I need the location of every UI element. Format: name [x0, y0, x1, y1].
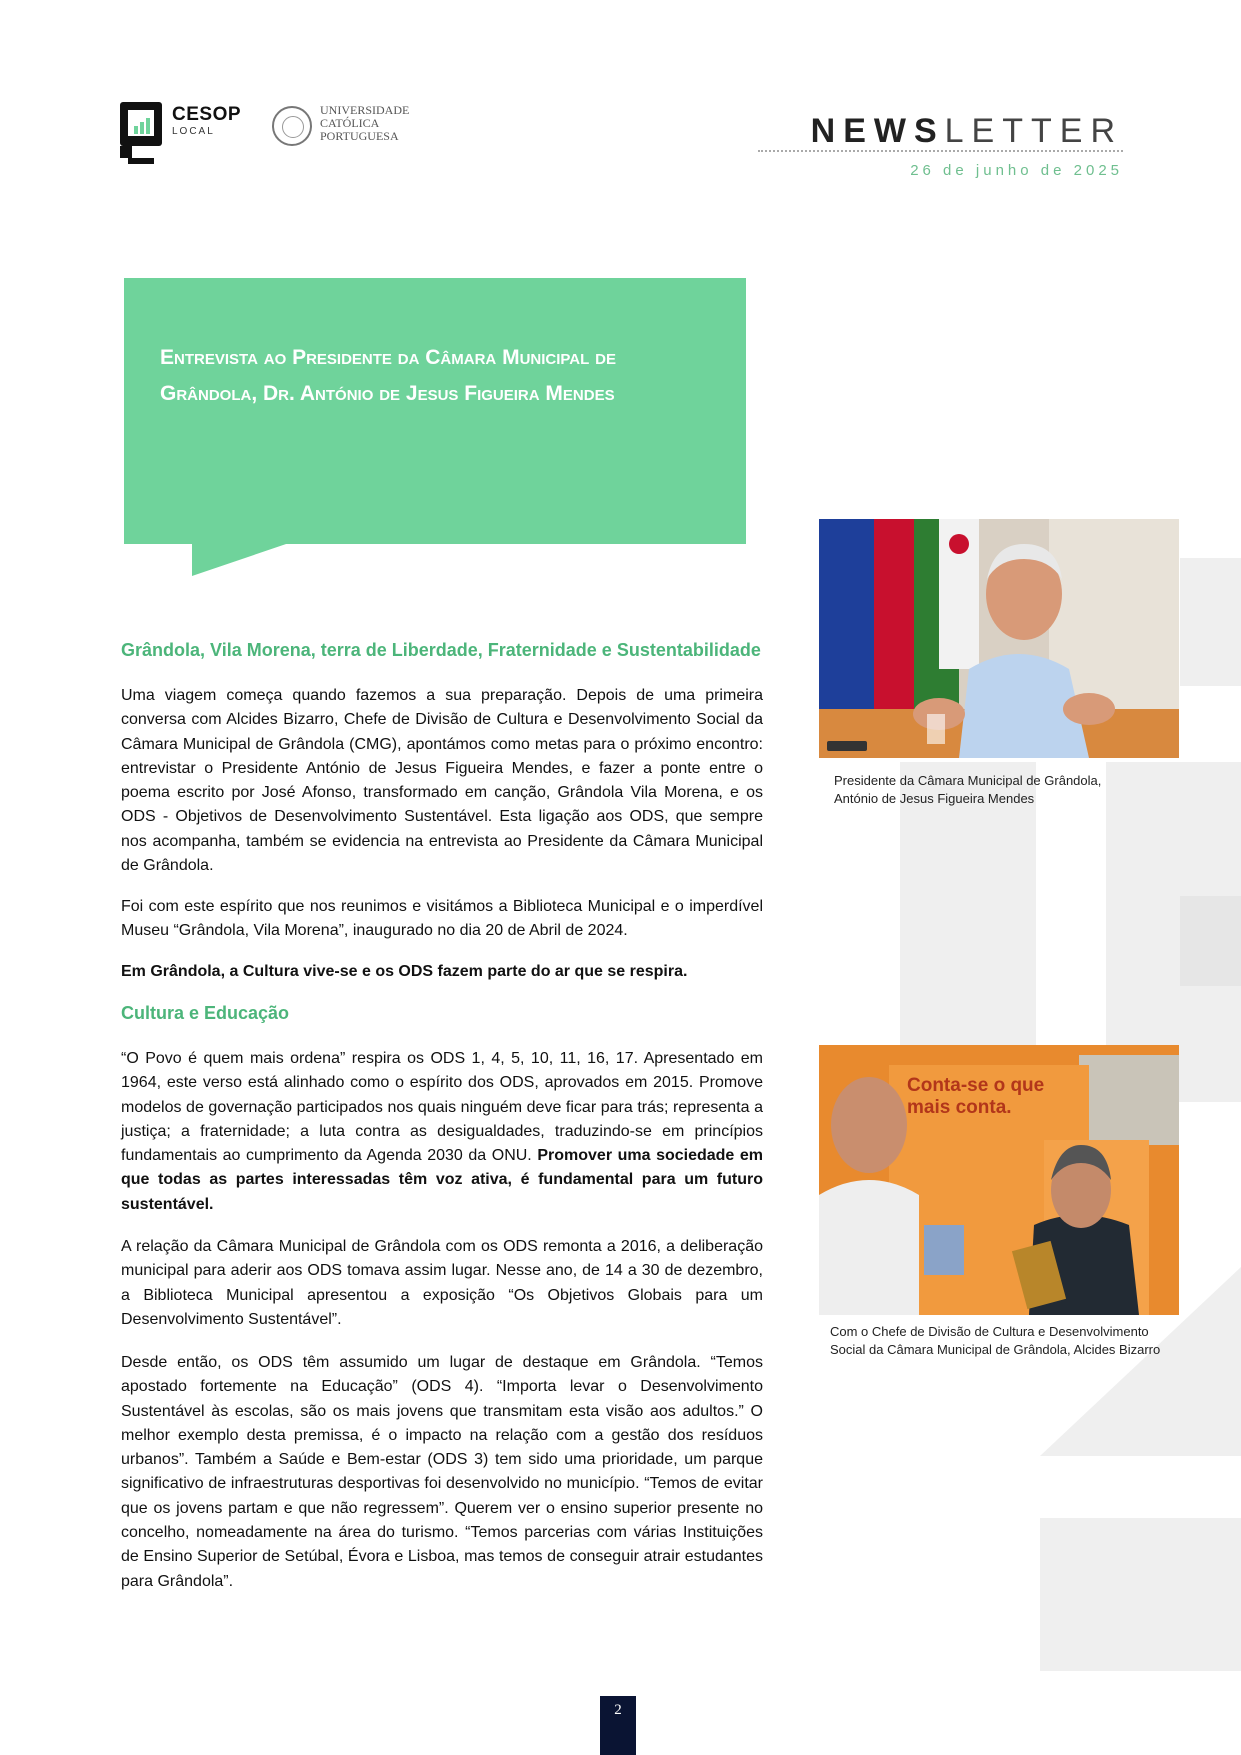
paragraph-1: Uma viagem começa quando fazemos a sua preparação. Depois de uma primeira conversa com Alcides Bizarro, Chefe de Divisão de Cultura e Desenvolvimento Social da Câmara Municipal de Grândola (CMG), apontámos como metas para o próximo encontro: entrevistar o Presidente António de Jesus Figueira Mendes, e fazer a ponte entre o poema escrito por José Afonso, transformado em canção, Grândola Vila Morena, e os ODS - Objetivos de Desenvolvimento Sustentável. Esta ligação aos ODS, que sempre nos acompanha, também se evidencia na entrevista ao Presidente da Câmara Municipal de Grândola. [121, 687, 763, 875]
photo-museum-caption: Com o Chefe de Divisão de Cultura e Desenvolvimento Social da Câmara Municipal de Grândola, Alcides Bizarro [830, 1324, 1161, 1357]
newsletter-title: NEWSLETTER [810, 112, 1123, 150]
cesop-logo [120, 100, 240, 170]
newsletter-date: 26 de junho de 2025 [910, 162, 1123, 179]
cesop-logo-mark-icon [120, 102, 162, 146]
ucp-text: UNIVERSIDADE CATÓLICA PORTUGUESA [320, 103, 410, 143]
ucp-seal-icon [272, 106, 312, 146]
paragraph-3-bold: Em Grândola, a Cultura vive-se e os ODS fazem parte do ar que se respira. [121, 963, 688, 980]
photo-president-caption: Presidente da Câmara Municipal de Grândola, António de Jesus Figueira Mendes [834, 773, 1102, 806]
paragraph-6: Desde então, os ODS têm assumido um lugar de destaque em Grândola. “Temos apostado fortemente na Educação” (ODS 4). “Importa levar o Desenvolvimento Sustentável às escolas, são os mais jovens que transmitam esta visão aos adultos.” O melhor exemplo desta premissa, é o impacto na relação com a gestão dos resíduos urbanos”. Também a Saúde e Bem-estar (ODS 3) tem sido uma prioridade, um parque significativo de infraestruturas desportivas foi desenvolvido no município. “Temos de evitar que os jovens partam e que não regressem”. Querem ver o ensino superior presente no concelho, nomeadamente na área do turismo. “Temos parcerias com várias Instituições de Ensino Superior de Setúbal, Évora e Lisboa, mas temos de conseguir atrair estudantes para Grândola”. [121, 1354, 763, 1590]
paragraph-4: “O Povo é quem mais ordena” respira os ODS 1, 4, 5, 10, 11, 16, 17. Apresentado em 1964, este verso está alinhado como o espírito dos ODS, aprovados em 2015. Promove modelos de governação participados nos quais ninguém deve ficar para trás; representa a justiça; a fraternidade; a luta contra as desigualdades, traduzindo-se em princípios fundamentais ao cumprimento da Agenda 2030 da ONU. Promover uma sociedade em que todas as partes interessadas têm voz ativa, é fundamental para um futuro sustentável. [121, 1050, 764, 1213]
cesop-sub: LOCAL [172, 126, 215, 137]
decor-bar-4 [1180, 896, 1241, 986]
ucp-logo [272, 104, 422, 150]
decor-bar-6 [1040, 1518, 1241, 1671]
cesop-name: CESOP [172, 104, 242, 125]
section-heading-1: Grândola, Vila Morena, terra de Liberdade, Fraternidade e Sustentabilidade [121, 640, 761, 660]
section-heading-2: Cultura e Educação [121, 1003, 290, 1023]
paragraph-2: Foi com este espírito que nos reunimos e visitámos a Biblioteca Municipal e o imperdível Museu “Grândola, Vila Morena”, inaugurado no dia 20 de Abril de 2024. [121, 898, 763, 940]
photo-museum [819, 1045, 1179, 1315]
photo-president [819, 519, 1179, 758]
decor-bar-1 [1180, 558, 1241, 686]
page-number: 2 [600, 1696, 636, 1755]
photo-president-image [819, 519, 1179, 758]
article-title: Entrevista ao Presidente da Câmara Municipal de Grândola, Dr. António de Jesus Figueira Mendes [160, 346, 616, 405]
museum-sign-text: Conta-se o que mais conta. [907, 1075, 1045, 1118]
newsletter-divider [758, 150, 1123, 152]
paragraph-5: A relação da Câmara Municipal de Grândola com os ODS remonta a 2016, a deliberação municipal para aderir aos ODS tomava assim lugar. Nesse ano, de 14 a 30 de dezembro, a Biblioteca Municipal apresentou a exposição “Os Objetivos Globais para um Desenvolvimento Sustentável”. [121, 1238, 763, 1328]
title-box-tail [192, 542, 292, 576]
